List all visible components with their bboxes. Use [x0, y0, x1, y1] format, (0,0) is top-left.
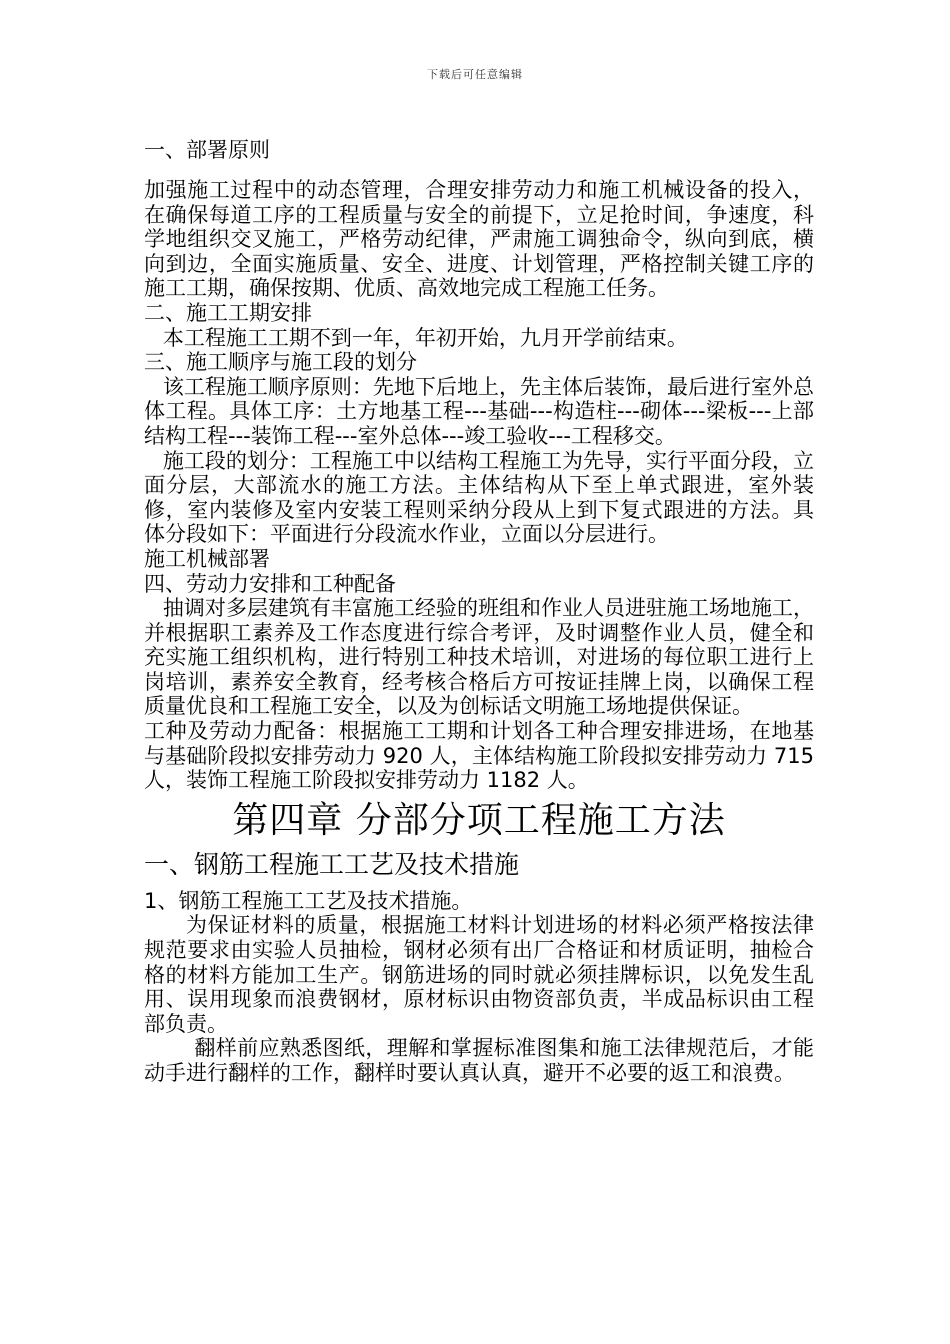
heading-schedule: 二、施工工期安排: [144, 300, 312, 325]
paragraph-labor-allocation: 工种及劳动力配备：根据施工工期和计划各工种合理安排进场，在地基与基础阶段拟安排劳动力 920 人，主体结构施工阶段拟安排劳动力 715 人，装饰工程施工阶段拟安排劳动力 1182 人。: [144, 719, 814, 793]
page-header-note: 下载后可任意编辑: [427, 68, 523, 81]
heading-construction-sequence: 三、施工顺序与施工段的划分: [144, 350, 417, 375]
section-title-rebar: 一、钢筋工程施工工艺及技术措施: [144, 849, 520, 879]
document-body: [144, 134, 814, 1086]
paragraph-section-division: 施工段的划分：工程施工中以结构工程施工为先导，实行平面分段，立面分层，大部流水的施工方法。主体结构从下至上单式跟进，室外装修，室内装修及室内安装工程则采纳分段从上到下复式跟进的方法。具体分段如下：平面进行分段流水作业，立面以分层进行。: [144, 448, 814, 547]
chapter-title: 第四章 分部分项工程施工方法: [232, 799, 726, 841]
paragraph-schedule: 本工程施工工期不到一年，年初开始，九月开学前结束。: [162, 325, 688, 350]
paragraph-material-quality: 为保证材料的质量，根据施工材料计划进场的材料必须严格按法律规范要求由实验人员抽检，钢材必须有出厂合格证和材质证明，抽检合格的材料方能加工生产。钢筋进场的同时就必须挂牌标识，以免发生乱用、误用现象而浪费钢材，原材标识由物资部负责，半成品标识由工程部负责。: [144, 913, 814, 1036]
paragraph-deployment-principles: 加强施工过程中的动态管理，合理安排劳动力和施工机械设备的投入，在确保每道工序的工程质量与安全的前提下，立足抢时间，争速度，科学地组织交叉施工，严格劳动纪律，严肃施工调独命令，纵向到底，横向到边，全面实施质量、安全、进度、计划管理，严格控制关键工序的施工工期，确保按期、优质、高效地完成工程施工任务。: [144, 178, 814, 301]
subsection-title-rebar: 1、钢筋工程施工工艺及技术措施。: [144, 888, 473, 913]
paragraph-detailing: 翻样前应熟悉图纸，理解和掌握标准图集和施工法律规范后，才能动手进行翻样的工作，翻样时要认真认真，避开不必要的返工和浪费。: [144, 1036, 814, 1085]
paragraph-labor-arrangement: 抽调对多层建筑有丰富施工经验的班组和作业人员进驻施工场地施工，并根据职工素养及工作态度进行综合考评，及时调整作业人员，健全和充实施工组织机构，进行特别工种技术培训，对进场的每位职工进行上岗培训，素养安全教育，经考核合格后方可按证挂牌上岗，以确保工程质量优良和工程施工安全，以及为创标话文明施工场地提供保证。: [144, 596, 814, 719]
heading-labor-arrangement: 四、劳动力安排和工种配备: [144, 571, 396, 596]
heading-machinery-deployment: 施工机械部署: [144, 546, 270, 571]
heading-deployment-principles: 一、部署原则: [144, 138, 270, 162]
paragraph-construction-sequence: 该工程施工顺序原则：先地下后地上，先主体后装饰，最后进行室外总体工程。具体工序：土方地基工程---基础---构造柱---砌体---梁板---上部结构工程---装饰工程---室外总体---竣工验收---工程移交。: [144, 374, 814, 448]
